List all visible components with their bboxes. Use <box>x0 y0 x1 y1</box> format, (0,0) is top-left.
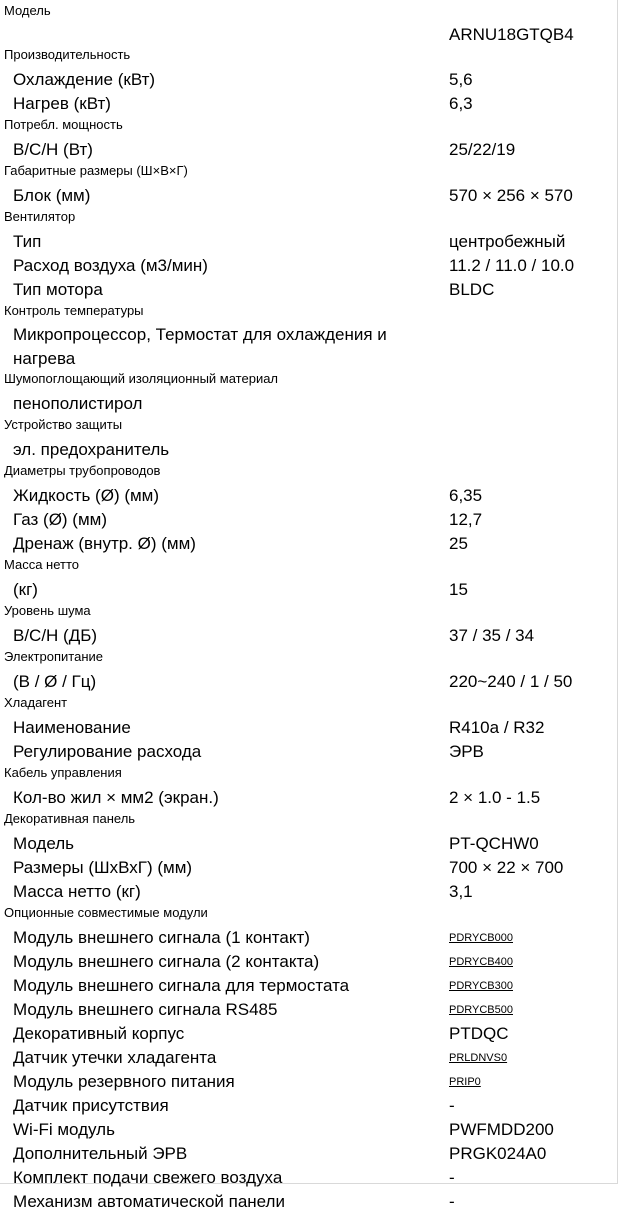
spec-label: Газ (Ø) (мм) <box>13 510 107 529</box>
spec-value: 25 <box>449 534 468 553</box>
model-row <box>0 24 618 46</box>
section-title: Масса нетто <box>4 557 80 572</box>
option-row <box>0 1022 618 1046</box>
section-title: Декоративная панель <box>4 811 136 826</box>
section-refrigerant <box>0 694 618 716</box>
spec-label: Тип <box>13 232 42 251</box>
section-capacity <box>0 46 618 68</box>
spec-row-power-hml <box>0 138 618 162</box>
spec-label: Дренаж (внутр. Ø) (мм) <box>13 534 196 553</box>
spec-label: Жидкость (Ø) (мм) <box>13 486 160 505</box>
section-protection <box>0 416 618 438</box>
spec-row-net-weight <box>0 578 618 602</box>
spec-row-cooling <box>0 68 618 92</box>
option-row <box>0 1046 618 1070</box>
section-title: Производительность <box>4 47 131 62</box>
section-piping <box>0 462 618 484</box>
section-title: Хладагент <box>4 695 68 710</box>
option-label: Дополнительный ЭРВ <box>13 1144 188 1163</box>
spec-label: Блок (мм) <box>13 186 91 205</box>
spec-label: Расход воздуха (м3/мин) <box>13 256 208 275</box>
spec-row-insulation <box>0 392 618 416</box>
section-title: Диаметры трубопроводов <box>4 463 161 478</box>
option-code: - <box>449 1096 455 1115</box>
spec-label: В/С/Н (ДБ) <box>13 626 98 645</box>
spec-value: 700 × 22 × 700 <box>449 858 564 877</box>
section-power-consumption <box>0 116 618 138</box>
option-label: Механизм автоматической панели <box>13 1192 285 1211</box>
section-title: Потребл. мощность <box>4 117 123 132</box>
spec-label: Размеры (ШхВхГ) (мм) <box>13 858 193 877</box>
option-row <box>0 950 618 974</box>
spec-row-panel-weight <box>0 880 618 904</box>
spec-row-noise <box>0 624 618 648</box>
spec-value: центробежный <box>449 232 566 251</box>
spec-value: PT-QCHW0 <box>449 834 539 853</box>
spec-label: Масса нетто (кг) <box>13 882 141 901</box>
spec-value: 15 <box>449 580 468 599</box>
spec-row-motor <box>0 278 618 302</box>
spec-row-flow-control <box>0 740 618 764</box>
section-control-cable <box>0 764 618 786</box>
option-row <box>0 1118 618 1142</box>
option-label: Модуль внешнего сигнала RS485 <box>13 1000 278 1019</box>
option-code: - <box>449 1168 455 1187</box>
section-model <box>0 2 618 24</box>
spec-value: 37 / 35 / 34 <box>449 626 535 645</box>
option-label: Модуль резервного питания <box>13 1072 235 1091</box>
spec-row-unit-size <box>0 184 618 208</box>
option-code-link[interactable]: PDRYCB300 <box>449 980 513 992</box>
option-label: Комплект подачи свежего воздуха <box>13 1168 283 1187</box>
spec-label: В/С/Н (Вт) <box>13 140 93 159</box>
spec-value: 25/22/19 <box>449 140 516 159</box>
section-panel <box>0 810 618 832</box>
option-code-link[interactable]: PDRYCB500 <box>449 1004 513 1016</box>
option-row <box>0 974 618 998</box>
spec-row-fan-type <box>0 230 618 254</box>
spec-row-protection <box>0 438 618 462</box>
option-code-link[interactable]: PRIP0 <box>449 1076 481 1088</box>
spec-value: 6,3 <box>449 94 473 113</box>
option-row <box>0 926 618 950</box>
spec-row-power-supply <box>0 670 618 694</box>
spec-row-liquid <box>0 484 618 508</box>
section-title: Кабель управления <box>4 765 122 780</box>
spec-row-cable-cores <box>0 786 618 810</box>
section-title: Контроль температуры <box>4 303 144 318</box>
spec-table <box>0 2 618 1214</box>
spec-value: 220~240 / 1 / 50 <box>449 672 573 691</box>
spec-value: BLDC <box>449 280 495 299</box>
spec-label: Нагрев (кВт) <box>13 94 111 113</box>
option-label: Модуль внешнего сигнала (1 контакт) <box>13 928 310 947</box>
section-title: Шумопоглощающий изоляционный материал <box>4 371 279 386</box>
option-code: PRGK024A0 <box>449 1144 547 1163</box>
section-dimensions <box>0 162 618 184</box>
spec-value: 5,6 <box>449 70 473 89</box>
spec-value: 3,1 <box>449 882 473 901</box>
option-label: Wi-Fi модуль <box>13 1120 115 1139</box>
option-row <box>0 1070 618 1094</box>
spec-row-heating <box>0 92 618 116</box>
section-title: Модель <box>4 3 51 18</box>
spec-label: (В / Ø / Гц) <box>13 672 97 691</box>
section-power-supply <box>0 648 618 670</box>
spec-label: (кг) <box>13 580 38 599</box>
spec-label: Наименование <box>13 718 131 737</box>
spec-label: Тип мотора <box>13 280 103 299</box>
spec-row-refrigerant-name <box>0 716 618 740</box>
section-title: Габаритные размеры (Ш×В×Г) <box>4 163 188 178</box>
spec-value: R410a / R32 <box>449 718 545 737</box>
option-code-link[interactable]: PRLDNVS0 <box>449 1052 508 1064</box>
section-title: Уровень шума <box>4 603 91 618</box>
section-temp-control <box>0 302 618 324</box>
option-code: - <box>449 1192 455 1211</box>
section-title: Опционные совместимые модули <box>4 905 208 920</box>
option-label: Модуль внешнего сигнала для термостата <box>13 976 350 995</box>
option-row <box>0 1166 618 1190</box>
option-row <box>0 1142 618 1166</box>
spec-label: Регулирование расхода <box>13 742 202 761</box>
option-label: Модуль внешнего сигнала (2 контакта) <box>13 952 320 971</box>
option-code: PWFMDD200 <box>449 1120 554 1139</box>
spec-label: пенополистирол <box>13 394 143 413</box>
spec-row-airflow <box>0 254 618 278</box>
option-code: PTDQC <box>449 1024 509 1043</box>
section-insulation <box>0 370 618 392</box>
spec-value: 6,35 <box>449 486 483 505</box>
spec-row-drain <box>0 532 618 556</box>
option-row <box>0 1190 618 1214</box>
spec-row-temp-control <box>0 324 618 370</box>
spec-label: Охлаждение (кВт) <box>13 70 156 89</box>
option-code-link[interactable]: PDRYCB000 <box>449 932 513 944</box>
spec-label: Кол-во жил × мм2 (экран.) <box>13 788 219 807</box>
spec-value: 11.2 / 11.0 / 10.0 <box>449 256 575 275</box>
option-label: Декоративный корпус <box>13 1024 185 1043</box>
spec-value: ЭРВ <box>449 742 484 761</box>
section-net-weight <box>0 556 618 578</box>
spec-label: Модель <box>13 834 75 853</box>
model-value: ARNU18GTQB4 <box>449 25 574 44</box>
option-code-link[interactable]: PDRYCB400 <box>449 956 513 968</box>
section-title: Устройство защиты <box>4 417 123 432</box>
section-title: Электропитание <box>4 649 103 664</box>
spec-value: 570 × 256 × 570 <box>449 186 573 205</box>
section-options <box>0 904 618 926</box>
spec-label: эл. предохранитель <box>13 440 170 459</box>
section-title: Вентилятор <box>4 209 76 224</box>
spec-row-gas <box>0 508 618 532</box>
spec-row-panel-size <box>0 856 618 880</box>
spec-value: 2 × 1.0 - 1.5 <box>449 788 541 807</box>
spec-value: 12,7 <box>449 510 483 529</box>
option-label: Датчик присутствия <box>13 1096 169 1115</box>
option-row <box>0 998 618 1022</box>
section-noise <box>0 602 618 624</box>
spec-row-panel-model <box>0 832 618 856</box>
option-label: Датчик утечки хладагента <box>13 1048 217 1067</box>
section-fan <box>0 208 618 230</box>
spec-label: Микропроцессор, Термостат для охлаждения и нагрева <box>13 325 387 368</box>
option-row <box>0 1094 618 1118</box>
